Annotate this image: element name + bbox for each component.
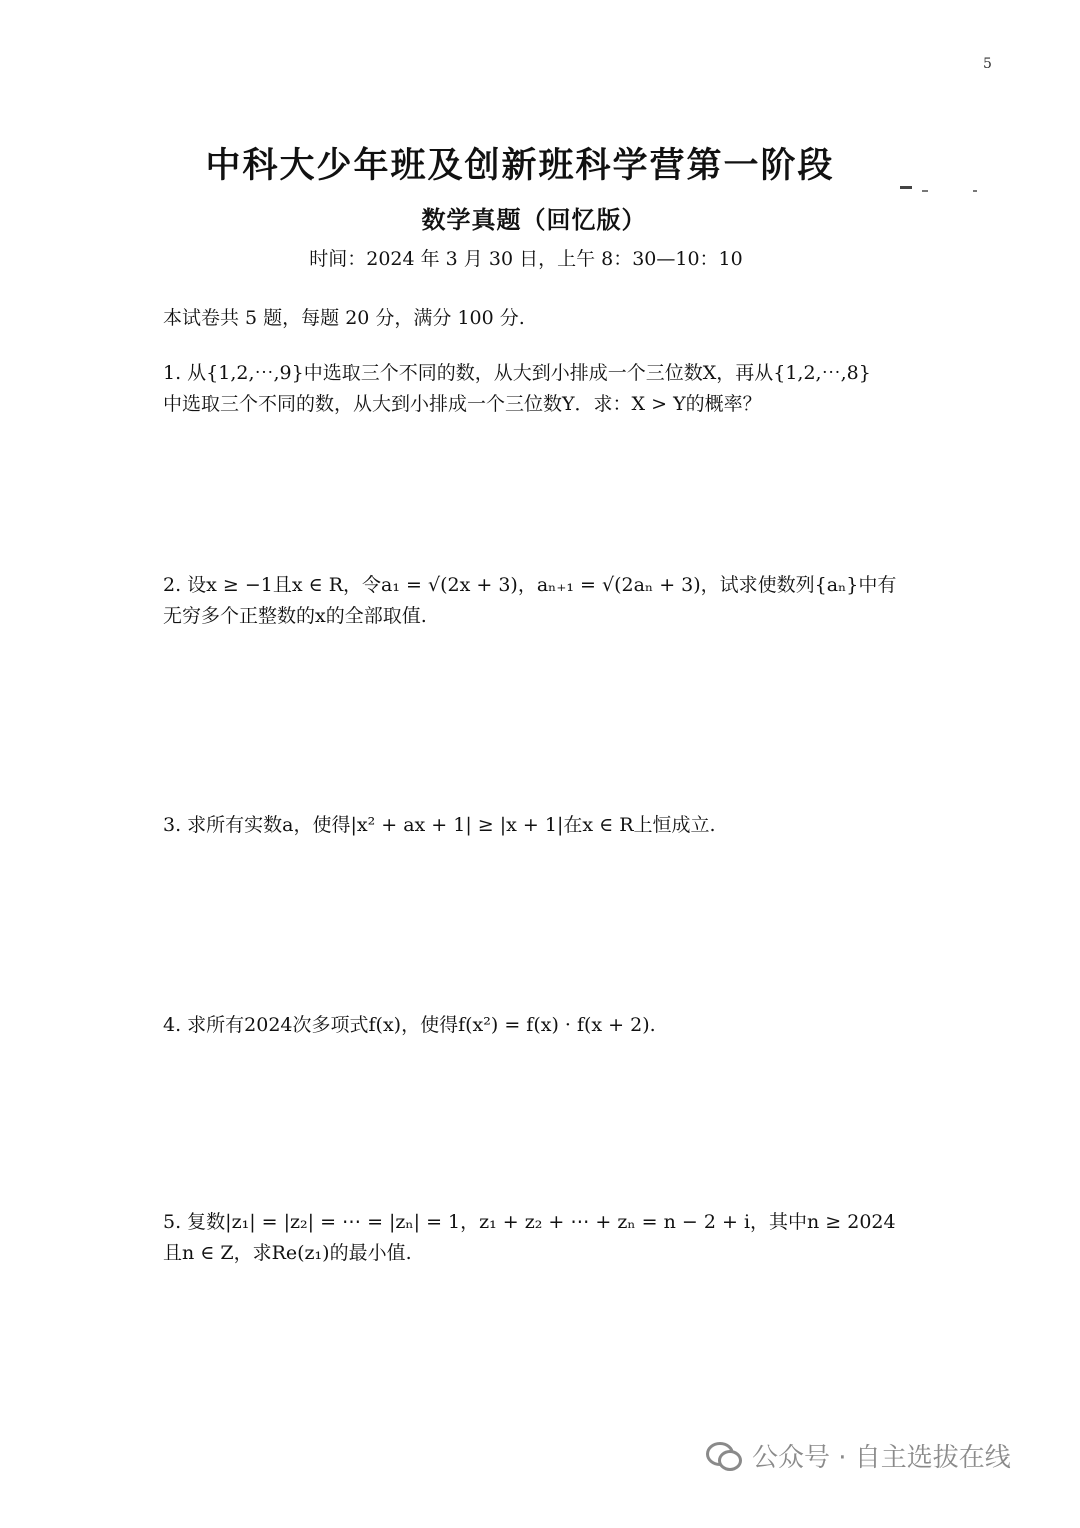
wechat-icon: [706, 1440, 742, 1470]
question-3: [163, 810, 923, 841]
question-1-line-2: 中选取三个不同的数，从大到小排成一个三位数Y．求：X > Y的概率？: [163, 393, 762, 415]
question-1-line-1: 1. 从{1,2,⋯,9}中选取三个不同的数，从大到小排成一个三位数X，再从{1,2,⋯,8}: [163, 362, 871, 384]
corner-page-mark: 5: [983, 56, 992, 72]
exam-instructions: 本试卷共 5 题，每题 20 分，满分 100 分.: [163, 307, 525, 329]
exam-time: 时间：2024 年 3 月 30 日，上午 8：30—10：10: [309, 248, 743, 270]
watermark: [706, 1435, 1011, 1475]
question-3-line-1: 3. 求所有实数a，使得|x² + ax + 1| ≥ |x + 1|在x ∈ R上恒成立.: [163, 814, 716, 836]
question-2: [163, 570, 923, 632]
exam-subtitle: 数学真题（回忆版）: [421, 206, 647, 234]
question-5: [163, 1207, 923, 1269]
exam-title: 中科大少年班及创新班科学营第一阶段: [205, 146, 835, 186]
question-1: [163, 358, 923, 420]
question-4: [163, 1010, 923, 1041]
question-2-line-1: 2. 设x ≥ −1且x ∈ R，令a₁ = √(2x + 3)，aₙ₊₁ = √(2aₙ + 3)，试求使数列{aₙ}中有: [163, 574, 897, 596]
question-5-line-2: 且n ∈ Z，求Re(z₁)的最小值.: [163, 1242, 412, 1264]
scan-artifact: [922, 190, 928, 192]
watermark-text: 公众号 · 自主选拔在线: [752, 1442, 1011, 1473]
question-4-line-1: 4. 求所有2024次多项式f(x)，使得f(x²) = f(x) · f(x + 2).: [163, 1014, 656, 1036]
question-5-line-1: 5. 复数|z₁| = |z₂| = ⋯ = |zₙ| = 1，z₁ + z₂ + ⋯ + zₙ = n − 2 + i，其中n ≥ 2024: [163, 1211, 896, 1233]
scan-artifact: [973, 190, 977, 192]
question-2-line-2: 无穷多个正整数的x的全部取值.: [163, 605, 427, 627]
